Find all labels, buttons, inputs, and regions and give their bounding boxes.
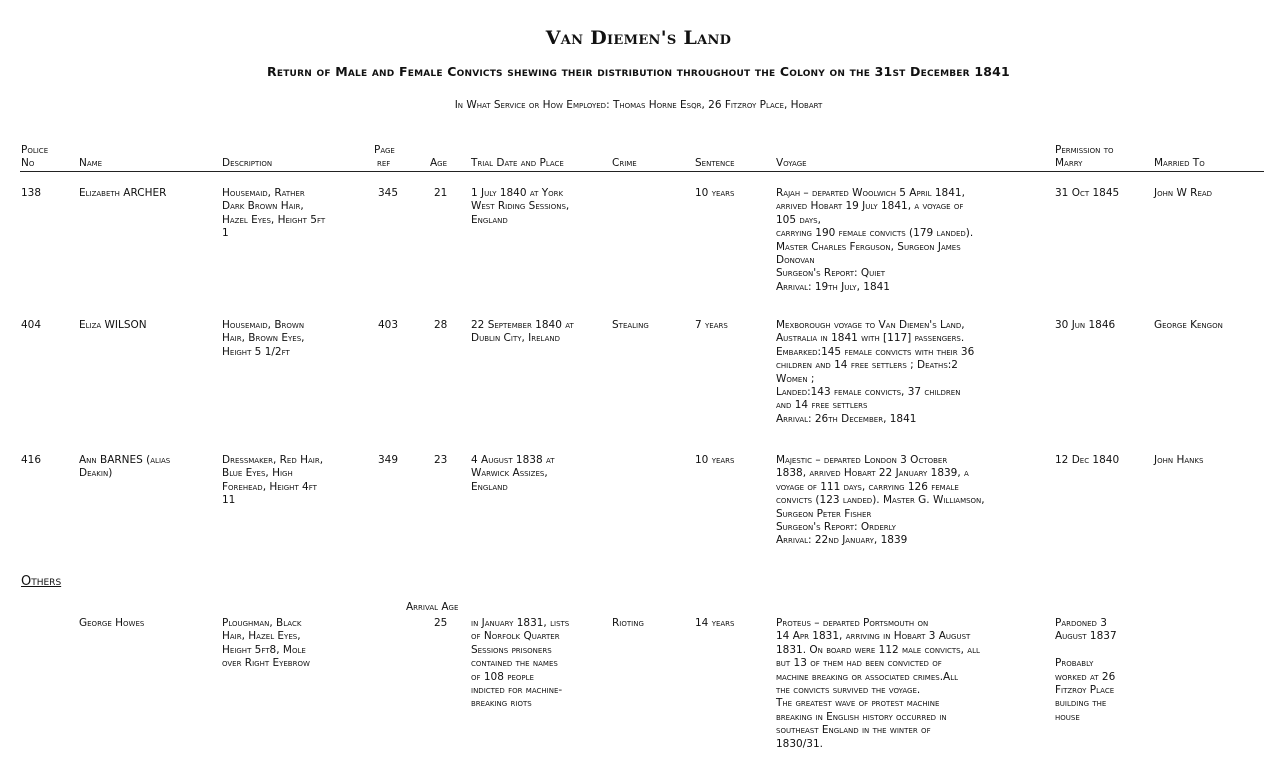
trial: 1 July 1840 at York West Riding Sessions, England	[471, 187, 570, 226]
married-to: George Kengon	[1154, 319, 1223, 331]
header-trial: Trial Date and Place	[471, 157, 564, 169]
header-sentence: Sentence	[695, 157, 735, 169]
married-to: John Hanks	[1154, 454, 1204, 466]
description: Housemaid, Rather Dark Brown Hair, Hazel Eyes, Height 5ft 1	[222, 187, 326, 240]
age: 28	[434, 319, 448, 331]
convict-name: Elizabeth ARCHER	[79, 187, 167, 199]
married-to: John W Read	[1154, 187, 1213, 199]
police-no: 404	[21, 319, 42, 331]
header-voyage: Voyage	[776, 157, 807, 169]
age: 23	[434, 454, 448, 466]
page-ref: 403	[378, 319, 399, 331]
permission: 12 Dec 1840	[1055, 454, 1120, 466]
header-age: Age	[430, 157, 448, 169]
header-name: Name	[79, 157, 103, 169]
sentence: 10 years	[695, 187, 735, 199]
convict-name: Ann BARNES (alias Deakin)	[79, 454, 171, 480]
police-no: 138	[21, 187, 42, 199]
header-description: Description	[222, 157, 273, 169]
sentence: 10 years	[695, 454, 735, 466]
header-married-to: Married To	[1154, 157, 1205, 169]
voyage: Rajah – departed Woolwich 5 April 1841, arrived Hobart 19 July 1841, a voyage of 105 days, carrying 190 female convicts (179 landed). Master Charles Ferguson, Surgeon James Donovan Surgeon's Report: Quiet Arrival: 19th July, 1841	[776, 187, 974, 293]
trial: in January 1831, lists of Norfolk Quarter Sessions prisoners contained the names of 108 people indicted for machine- breaking riots	[471, 617, 570, 710]
others-heading: Others	[21, 574, 62, 589]
header-crime: Crime	[612, 157, 637, 169]
sentence: 14 years	[695, 617, 735, 629]
police-no: 416	[21, 454, 42, 466]
voyage: Majestic – departed London 3 October 1838, arrived Hobart 22 January 1839, a voyage of 111 days, carrying 126 female convicts (123 landed). Master G. Williamson, Surgeon Peter Fisher Surgeon's Report: Orderly Arrival: 22nd January, 1839	[776, 454, 985, 547]
trial: 22 September 1840 at Dublin City, Ireland	[471, 319, 574, 345]
voyage: Proteus – departed Portsmouth on 14 Apr 1831, arriving in Hobart 3 August 1831. On board were 112 male convicts, all but 13 of them had been convicted of machine breaking or associated crimes.All the convicts survived the voyage. The greatest wave of protest machine breaking in English history occurred in southeast England in the winter of 1830/31.	[776, 617, 980, 750]
permission: 30 Jun 1846	[1055, 319, 1116, 331]
header-rule	[20, 171, 1264, 172]
service-line: In What Service or How Employed: Thomas Horne Esqr, 26 Fitzroy Place, Hobart	[454, 99, 823, 111]
header-police-no: Police No	[21, 144, 49, 169]
header-permission: Permission to Marry	[1055, 144, 1114, 169]
age: 21	[434, 187, 448, 199]
description: Ploughman, Black Hair, Hazel Eyes, Height 5ft8, Mole over Right Eyebrow	[222, 617, 310, 670]
permission: 31 Oct 1845	[1055, 187, 1120, 199]
trial: 4 August 1838 at Warwick Assizes, England	[471, 454, 555, 493]
page-ref: 349	[378, 454, 399, 466]
sentence: 7 years	[695, 319, 728, 331]
convict-name: Eliza WILSON	[79, 319, 147, 331]
convict-name: George Howes	[79, 617, 145, 629]
page-ref: 345	[378, 187, 399, 199]
arrival-age-label: Arrival Age	[406, 601, 459, 613]
page-subtitle: Return of Male and Female Convicts shewing their distribution throughout the Colony on the 31st December 1841	[267, 64, 1010, 79]
crime: Stealing	[612, 319, 649, 331]
description: Housemaid, Brown Hair, Brown Eyes, Height 5 1/2ft	[222, 319, 305, 358]
age: 25	[434, 617, 448, 629]
description: Dressmaker, Red Hair, Blue Eyes, High Forehead, Height 4ft 11	[222, 454, 324, 507]
permission: Pardoned 3 August 1837 Probably worked at 26 Fitzroy Place building the house	[1055, 617, 1117, 723]
crime: Rioting	[612, 617, 644, 629]
header-page-ref: Page ref	[374, 144, 395, 169]
page-title: Van Diemen's Land	[545, 27, 732, 49]
voyage: Mexborough voyage to Van Diemen's Land, Australia in 1841 with [117] passengers. Embarked:145 female convicts with their 36 children and 14 free settlers ; Deaths:2 Women ; Landed:143 female convicts, 37 children and 14 free settlers Arrival: 26th December, 1841	[776, 319, 975, 425]
